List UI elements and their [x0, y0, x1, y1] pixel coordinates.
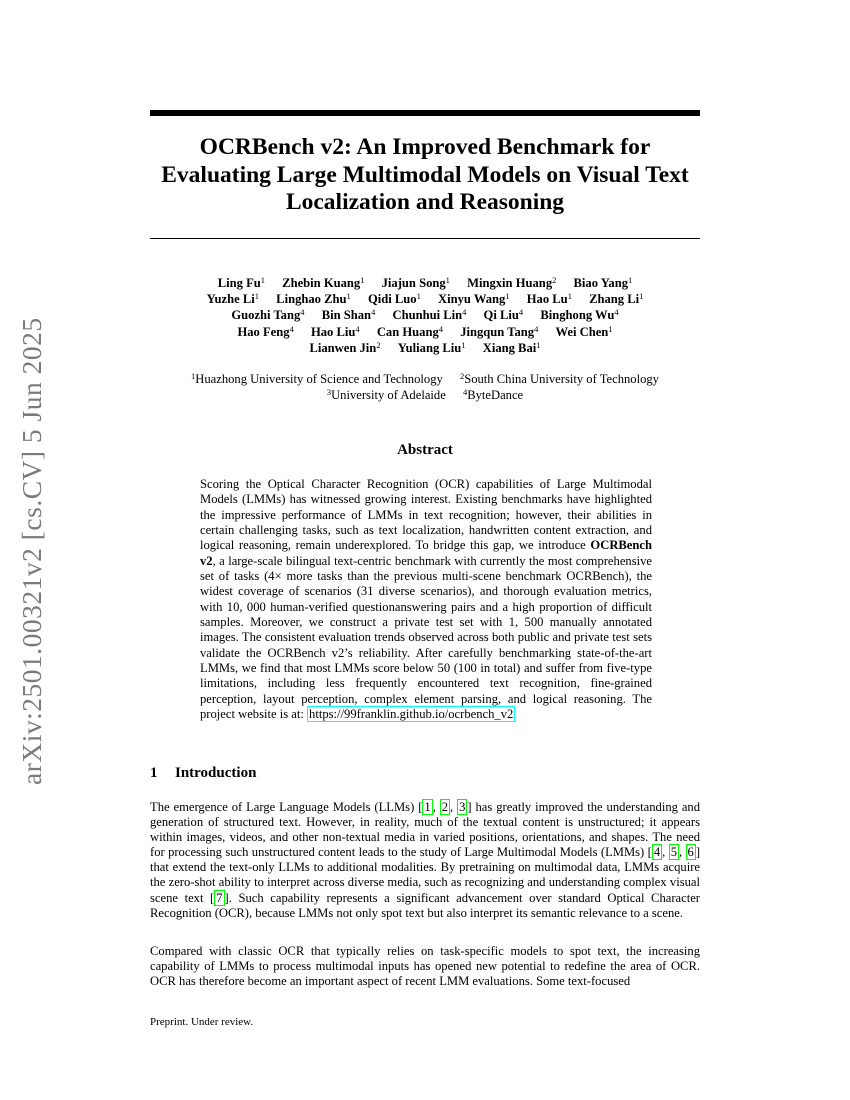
author-list — [150, 275, 700, 356]
citation-link[interactable]: 3 — [459, 800, 466, 814]
author: Lianwen Jin$^2$ — [309, 339, 381, 355]
author: Hao Liu$^4$ — [310, 323, 360, 339]
benchmark-name: OCRBench v2 — [200, 538, 652, 568]
project-website-link[interactable]: https://99franklin.github.io/ocrbench_v2 — [309, 707, 514, 722]
affiliation: $^2$South China University of Technology — [459, 371, 659, 386]
section-title: Introduction — [175, 765, 257, 781]
citation-link[interactable]: 7 — [216, 890, 223, 905]
author: Hao Feng$^4$ — [237, 323, 294, 339]
author: Hao Lu$^1$ — [526, 291, 572, 307]
abstract-body: Scoring the Optical Character Recognition (OCR) capabilities of Large Multimodal Models (LMMs) has witnessed growing interest. Existing benchmarks have highlighted the impressive performance of LMMs in text recognition; however, their abilities in certain challenging tasks, such as text localization, handwritten content extraction, and logical reasoning, remain underexplored. To bridge this gap, we introduce OCRBench v2, a large-scale bilingual text-centric benchmark with currently the most comprehensive set of tasks (4× more tasks than the previous multi-scene benchmark OCRBench), the widest coverage of scenarios (31 diverse scenarios), and thorough evaluation metrics, with 10, 000 human-verified questionanswering pairs and a high proportion of difficult samples. Moreover, we construct a private test set with 1, 500 manually annotated images. The consistent evaluation trends observed across both public and private test sets validate the OCRBench v2’s reliability. After carefully benchmarking state-of-the-art LMMs, we find that most LMMs score below 50 (100 in total) and suffer from five-type limitations, including less frequently encountered text recognition, fine-grained perception, layout perception, complex element parsing, and logical reasoning. The project website is at: https://99franklin.github.io/ocrbench_v2 — [200, 477, 652, 722]
author: Yuliang Liu$^1$ — [397, 339, 466, 355]
author: Zhebin Kuang$^1$ — [282, 275, 365, 290]
author: Can Huang$^4$ — [376, 323, 444, 339]
citation-link[interactable]: 6 — [687, 845, 694, 860]
author: Yuzhe Li$^1$ — [206, 291, 260, 307]
arxiv-identifier-stamp: arXiv:2501.00321v2 [cs.CV] 5 Jun 2025 — [16, 317, 47, 785]
intro-paragraph-2: Compared with classic OCR that typically relies on task-specific models to spot text, the increasing capability of LMMs to process multimodal inputs has opened new potential to redefine the area of OCR. OCR has therefore become an important aspect of recent LMM evaluations. Some text-focused — [150, 944, 700, 989]
author: Jiajun Song$^1$ — [381, 275, 450, 290]
author: Binghong Wu$^4$ — [540, 307, 619, 323]
author: Qi Liu$^4$ — [483, 307, 524, 323]
author: Linghao Zhu$^1$ — [276, 291, 351, 307]
author: Mingxin Huang$^2$ — [467, 275, 557, 290]
affiliation: $^1$Huazhong University of Science and Technology — [191, 371, 443, 386]
section-number: 1 — [150, 765, 158, 781]
citation-link[interactable]: 5 — [670, 845, 677, 860]
affiliation: $^4$ByteDance — [462, 387, 524, 402]
author: Xinyu Wang$^1$ — [438, 291, 510, 307]
citation-link[interactable]: 2 — [441, 800, 449, 814]
author: Biao Yang$^1$ — [573, 275, 633, 290]
citation-link[interactable]: 1 — [424, 800, 431, 814]
author: Wei Chen$^1$ — [555, 323, 613, 339]
author: Guozhi Tang$^4$ — [231, 307, 305, 323]
author: Qidi Luo$^1$ — [367, 291, 421, 307]
citation-link[interactable]: 4 — [653, 845, 661, 860]
affiliation-list — [150, 371, 700, 403]
intro-paragraph-1: The emergence of Large Language Models (LLMs) [ 1 , 2 , 3 ] has greatly improved the understanding and generation of structured text. However, in reality, much of the textual content is unstructured; it appears within images, videos, and other non-textual media in varied positions, orientations, and shapes. The need for processing such unstructured content leads to the study of Large Multimodal Models (LMMs) [ 4 , 5 , 6 ] that extend the text-only LLMs to additional modalities. By pretraining on multimodal data, LMMs acquire the zero-shot ability to interpret across diverse media, such as recognizing and understanding complex visual scene text [ 7 ]. Such capability represents a significant advancement over standard Optical Character Recognition (OCR), because LMMs not only spot text but also interpret its semantic relevance to a scene. — [150, 800, 701, 920]
author: Chunhui Lin$^4$ — [392, 307, 467, 323]
author: Bin Shan$^4$ — [321, 307, 376, 323]
abstract-heading: Abstract — [397, 442, 453, 458]
title-top-rule — [150, 110, 700, 116]
section-heading-introduction — [150, 765, 256, 782]
preprint-footer-note: Preprint. Under review. — [150, 1016, 254, 1028]
title-bottom-rule — [150, 238, 700, 239]
affiliation: $^3$University of Adelaide — [326, 387, 446, 402]
author: Xiang Bai$^1$ — [482, 339, 541, 355]
author: Ling Fu$^1$ — [217, 275, 266, 290]
paper-title: OCRBench v2: An Improved Benchmark for Evaluating Large Multimodal Models on Visual Text Localization and Reasoning — [161, 134, 689, 215]
author: Jingqun Tang$^4$ — [460, 323, 539, 339]
author: Zhang Li$^1$ — [589, 291, 644, 307]
